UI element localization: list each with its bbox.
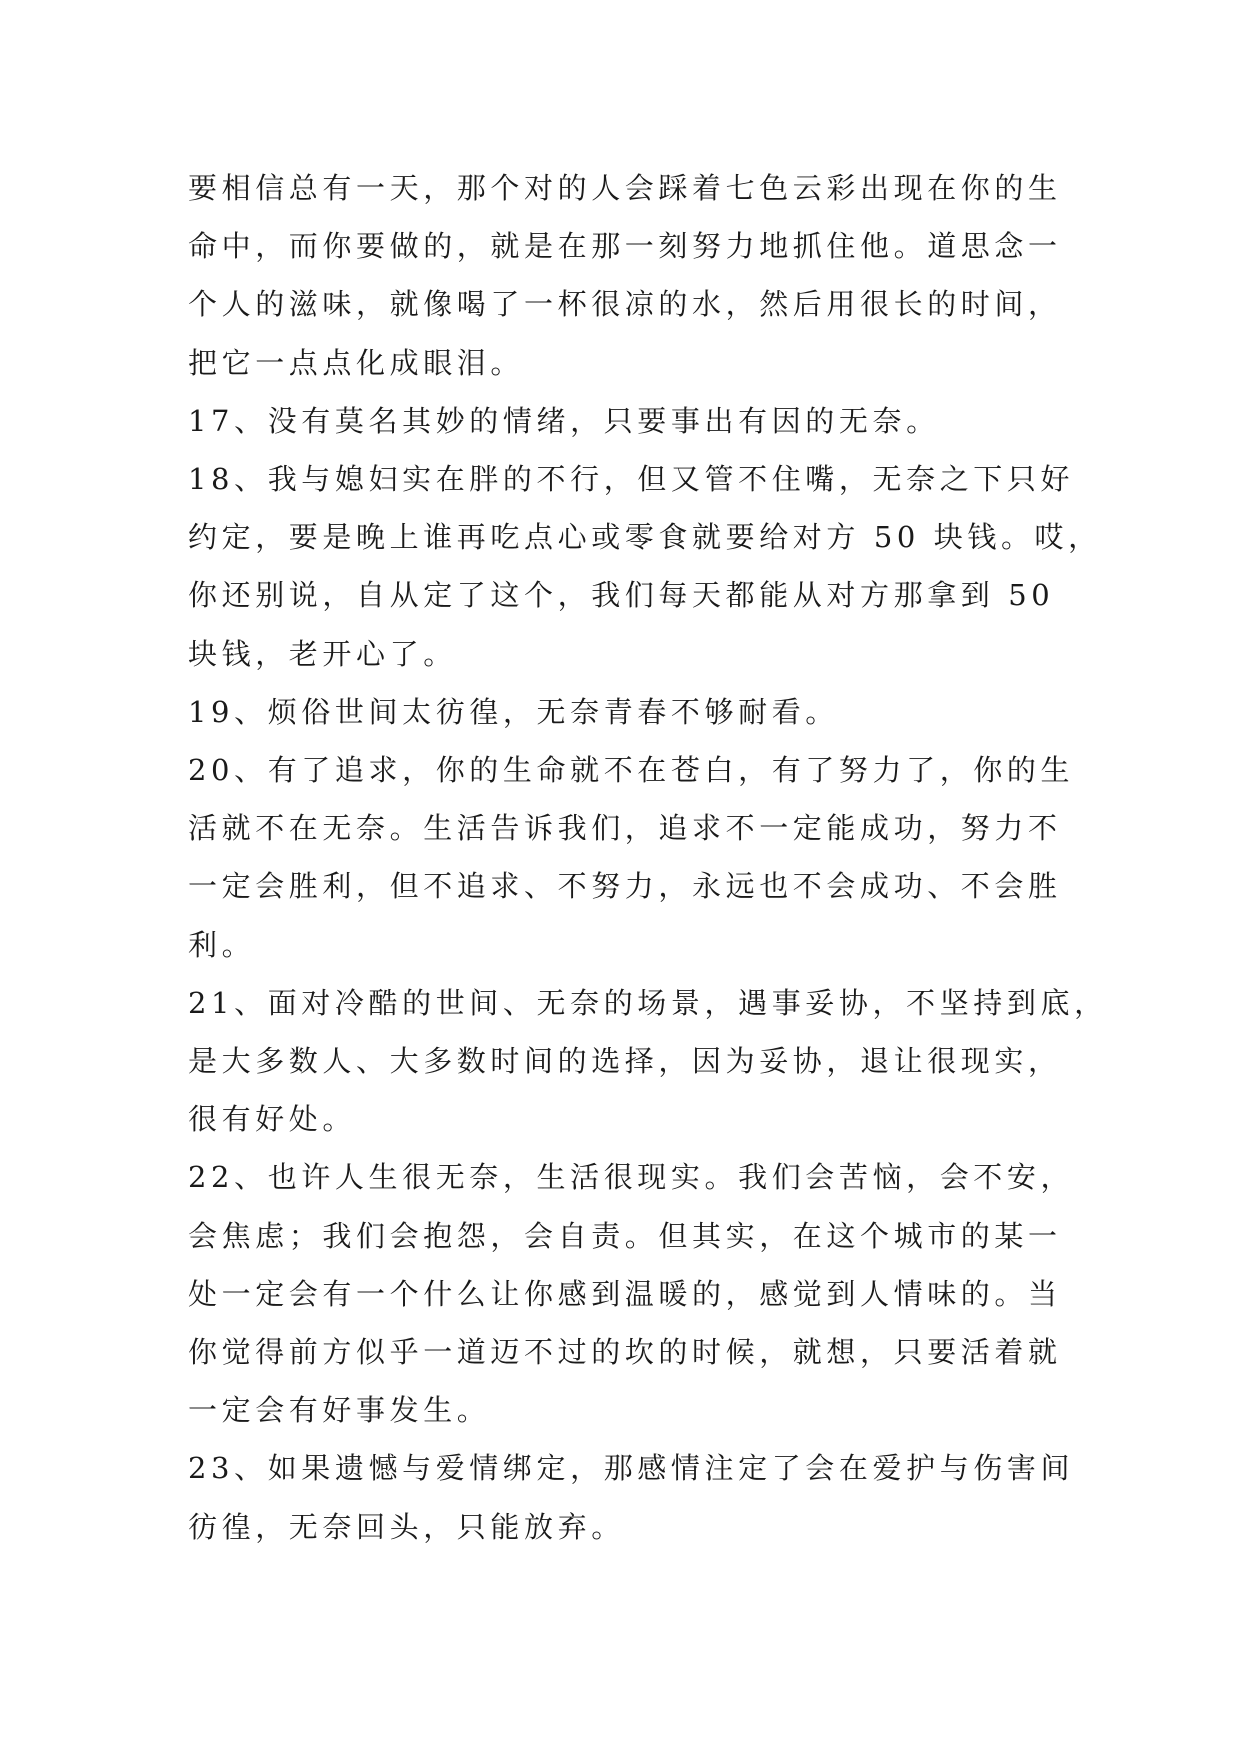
text-line: 是大多数人、大多数时间的选择，因为妥协，退让很现实， xyxy=(188,1044,1062,1079)
text-line: 你还别说，自从定了这个，我们每天都能从对方那拿到 50 xyxy=(188,578,1055,613)
text-line: 处一定会有一个什么让你感到温暖的，感觉到人情味的。当 xyxy=(188,1276,1062,1311)
text-line: 18、我与媳妇实在胖的不行，但又管不住嘴，无奈之下只好 xyxy=(188,462,1075,497)
text-line: 命中，而你要做的，就是在那一刻努力地抓住他。道思念一 xyxy=(188,229,1062,264)
paragraph-intro xyxy=(188,159,1068,392)
text-line: 一定会胜利，但不追求、不努力，永远也不会成功、不会胜 xyxy=(188,869,1062,904)
text-line: 一定会有好事发生。 xyxy=(188,1393,491,1428)
text-line: 23、如果遗憾与爱情绑定，那感情注定了会在爱护与伤害间 xyxy=(188,1451,1075,1486)
text-line: 20、有了追求，你的生命就不在苍白，有了努力了，你的生 xyxy=(188,753,1075,788)
text-line: 个人的滋味，就像喝了一杯很凉的水，然后用很长的时间， xyxy=(188,287,1062,322)
text-line: 21、面对冷酷的世间、无奈的场景，遇事妥协，不坚持到底， xyxy=(188,985,1108,1020)
paragraph-20 xyxy=(188,741,1075,974)
text-line: 约定，要是晚上谁再吃点心或零食就要给对方 50 块钱。哎， xyxy=(188,520,1102,555)
text-line: 你觉得前方似乎一道迈不过的坎的时候，就想，只要活着就 xyxy=(188,1335,1062,1370)
paragraph-22 xyxy=(188,1148,1075,1439)
text-line: 要相信总有一天，那个对的人会踩着七色云彩出现在你的生 xyxy=(188,171,1062,205)
text-line: 块钱，老开心了。 xyxy=(188,636,457,671)
document-body xyxy=(188,159,1108,1556)
paragraph-21 xyxy=(188,974,1108,1149)
text-line: 会焦虑；我们会抱怨，会自责。但其实，在这个城市的某一 xyxy=(188,1218,1062,1253)
text-line: 17、没有莫名其妙的情绪，只要事出有因的无奈。 xyxy=(188,403,940,438)
paragraph-17 xyxy=(188,392,1068,450)
paragraph-18 xyxy=(188,450,1102,683)
paragraph-19 xyxy=(188,683,1068,741)
text-line: 利。 xyxy=(188,927,256,962)
text-line: 很有好处。 xyxy=(188,1102,357,1137)
text-line: 彷徨，无奈回头，只能放弃。 xyxy=(188,1509,625,1544)
text-line: 19、烦俗世间太彷徨，无奈青春不够耐看。 xyxy=(188,694,839,729)
paragraph-23 xyxy=(188,1439,1075,1555)
text-line: 把它一点点化成眼泪。 xyxy=(188,345,525,380)
text-line: 22、也许人生很无奈，生活很现实。我们会苦恼，会不安， xyxy=(188,1160,1075,1195)
text-line: 活就不在无奈。生活告诉我们，追求不一定能成功，努力不 xyxy=(188,811,1062,846)
